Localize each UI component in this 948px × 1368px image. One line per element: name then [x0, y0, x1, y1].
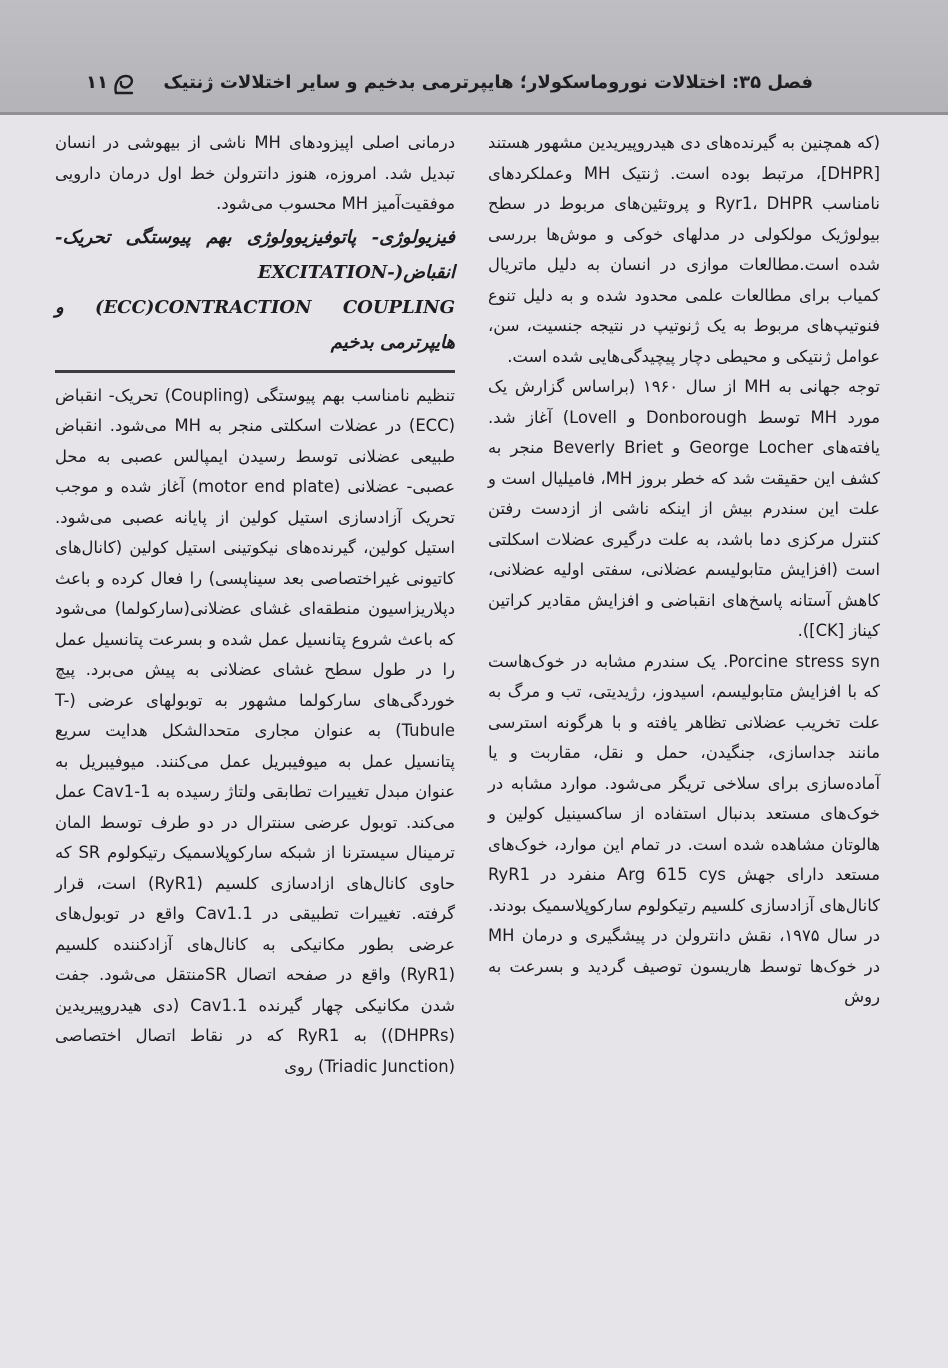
body-paragraph: تنظیم نامناسب بهم پیوستگی (Coupling) تحریک- انقباض (ECC) در عضلات اسکلتی منجر به MH می‌شود. انقباض طبیعی عضلانی توسط رسیدن ایمپالس عصبی به محل عصبی- عضلانی (motor end plate) آغاز شده و موجب تحریک آزادسازی استیل کولین از پایانه عصبی می‌شود. استیل کولین، گیرنده‌های نیکوتینی استیل کولین (کانال‌های کاتیونی غیراختصاصی بعد سیناپسی) را فعال کرده و باعث دپلاریزاسیون منطقه‌ای غشای عضلانی(سارکولما) می‌شود که باعث شروع پتانسیل عمل شده و بسرعت پتانسیل عمل را در طول سطح غشای عضلانی به پیش می‌برد. پیچ خوردگی‌های سارکولما مشهور به توبولهای عرضی (T-Tubule) به عنوان مجاری متحدالشکل هدایت سریع پتانسیل عمل به میوفیبریل عمل می‌کنند. میوفیبریل به عنوان مبدل تغییرات تطابقی ولتاژ رسیده به Cav1-1 عمل می‌کند. توبول عرضی سنترال در دو طرف توسط المان ترمینال سیسترنا از شبکه سارکوپلاسمیک رتیکولوم SR که حاوی کانال‌های ازادسازی کلسیم (RyR1) است، قرار گرفته. تغییرات تطبیقی در Cav1.1 واقع در توبول‌های عرضی بطور مکانیکی به کانال‌های آزادکننده کلسیم (RyR1) واقع در صفحه اتصال SRمنتقل می‌شود. جفت شدن مکانیکی چهار گیرنده Cav1.1 (دی هیدروپیریدین (DHPRs)) به RyR1 که در نقاط اتصال اختصاصی (Triadic Junction) روی [55, 385, 456, 1076]
page-number: ۱۱ [86, 72, 108, 93]
section-heading: فیزیولوژی- پاتوفیزیوولوژی بهم پیوستگی تحریک- انقباض(-EXCITATION (ECC)CONTRACTION COUPLING و هایپرترمی بدخیم [55, 226, 455, 353]
right-column [488, 128, 880, 1013]
intro-paragraph: درمانی اصلی اپیزودهای MH ناشی از بیهوشی در انسان تبدیل شد. امروزه، هنوز دانترولن خط اول درمان دارویی موفقیت‌آمیز MH محسوب می‌شود. [55, 133, 455, 213]
left-column [55, 128, 455, 1082]
body-paragraph: توجه جهانی به MH از سال ۱۹۶۰ (براساس گزارش یک مورد MH توسط Donborough و Lovell) آغاز شد. یافته‌های George Locher و Beverly Briet منجر به کشف این حقیقت شد که خطر بروز MH، فامیلیال است و علت این سندرم بیش از اینکه ناشی از ازدست رفتن کنترل مرکزی دما باشد، به علت درگیری عضلات اسکلتی است (افزایش متابولیسم عضلانی، سفتی اولیه عضلانی، کاهش آستانه پاسخ‌های انقباضی و افزایش مقادیر کراتین کیناز [CK]). [488, 377, 880, 640]
decorative-leaf-icon [112, 73, 136, 95]
running-header-band [0, 0, 948, 115]
heading-divider [55, 370, 455, 373]
running-head-title: فصل ۳۵: اختلالات نوروماسکولار؛ هایپرترمی بدخیم و سایر اختلالات ژنتیک [163, 72, 813, 93]
body-paragraph: Porcine stress syn. یک سندرم مشابه در خوک‌هاست که با افزایش متابولیسم، اسیدوز، رژیدیتی، تب و مرگ به علت تخریب عضلانی تظاهر یافته و با هرگونه استرسی مانند جداسازی، جنگیدن، حمل و نقل، مقاربت و یا آماده‌سازی برای سلاخی تریگر می‌شود. موارد مشابه در خوک‌های مستعد بدنبال استفاده از ساکسینیل کولین و هالوتان مشاهده شده است. در تمام این موارد، خوک‌های مستعد دارای جهش Arg 615 cys منفرد در RyR1 کانال‌های آزادسازی کلسیم رتیکولوم سارکوپلاسمیک بودند. در سال ۱۹۷۵، نقش دانترولن در پیشگیری و درمان MH در خوک‌ها توسط هاریسون توصیف گردید و بسرعت به روش [488, 651, 880, 1006]
body-paragraph: (که همچنین به گیرنده‌های دی هیدروپیریدین مشهور هستند [DHPR]، مرتبط بوده است. ژنتیک MH وعملکردهای نامناسب Ryr1، DHPR و پروتئین‌های مربوط در سطح بیولوژیک مولکولی در مدلهای خوکی و موش‌ها بررسی شده است.مطالعات موازی در انسان به دلیل ماتریال کمیاب برای مطالعات علمی محدود شده و به دلیل تنوع فنوتیپ‌های مربوط به یک ژنوتیپ در نتیجه جنسیت، سن، عوامل ژنتیکی و محیطی دچار پیچیدگی‌هایی شده است. [488, 133, 881, 366]
